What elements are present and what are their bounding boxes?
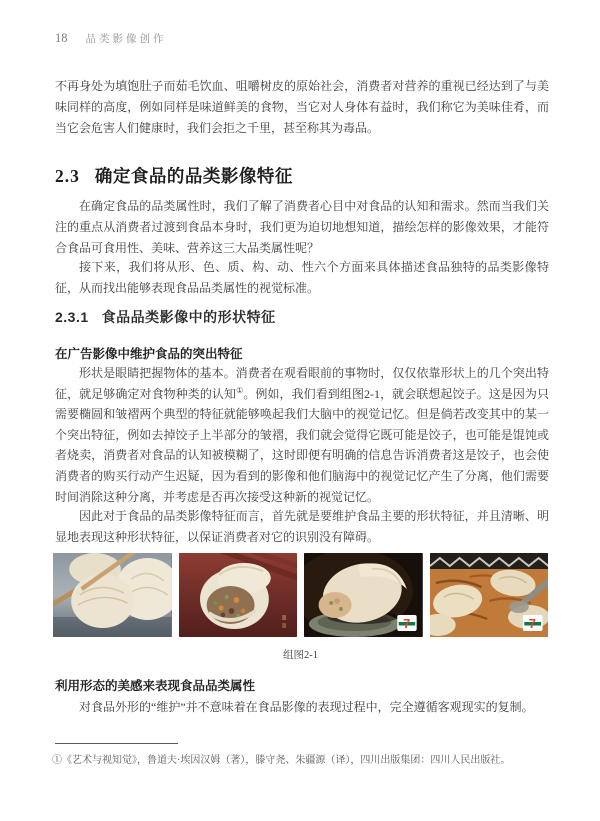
shape-paragraph-1 [55,363,549,507]
footnote-text: 《艺术与视知觉》，鲁道夫·埃因汉姆（著），滕守尧、朱疆源（译），四川出版集团：四川人民出版社。 [62,755,511,766]
watermark-mark [282,615,286,620]
form-paragraph-1: 对食品外形的“维护”并不意味着在食品影像的表现过程中，完全遵循客观现实的复制。 [79,700,534,714]
section-title: 确定食品的品类影像特征 [94,166,293,186]
seven-eleven-logo [397,615,416,631]
paragraph-text: 。例如，我们看到组图2-1，就会联想起饺子。这是因为只需要椭圆和皱褶两个典型的特征就能够唤起我们大脑中的视觉记忆。但是倘若改变其中的某一个突出特征，例如去掉饺子上半部分的皱褶，我们就会觉得它既可能是饺子，也可能是馄饨或者烧卖，消费者对食品的认知被模糊了，这时即便有明确的信息告诉消费者这是饺子，也会使消费者的购买行动产生迟疑，因为看到的影像和他们脑海中的视觉记忆产生了分离，他们需要时间消除这种分离，并考虑是否再次接受这种新的视觉记忆。 [55,386,549,504]
dumplings-chopsticks-illustration [53,553,172,637]
figure-photo-dumpling-cross-section [179,553,298,637]
page-header [55,31,167,46]
section-heading [55,163,293,188]
running-title: 品类影像创作 [85,34,167,45]
figure-caption: 组图2-1 [283,650,318,661]
figure-photo-dumpling-on-spoon [304,553,423,637]
paragraph-text: 形状是眼睛把握物体的基本。消费者在观看眼前的事物时，仅仅依靠形状上的几个突出特征，就足够确定对食物种类的认知 [55,366,549,401]
subsection-heading [55,307,276,327]
footnote-divider [55,743,178,744]
dumpling-filling-illustration [179,553,298,637]
section-paragraph-2: 接下来，我们将从形、色、质、构、动、性六个方面来具体描述食品独特的品类影像特征，从而找出能够表现食品品类属性的视觉标准。 [55,260,549,295]
bold-subheading-maintain-features: 在广告影像中维护食品的突出特征 [55,347,243,361]
section-number: 2.3 [55,166,80,186]
figure-image-strip [53,553,548,637]
watermark-mark [282,623,286,628]
bold-subheading-form-aesthetics: 利用形态的美感来表现食品品类属性 [55,679,256,693]
intro-paragraph: 不再身处为填饱肚子而茹毛饮血、咀嚼树皮的原始社会，消费者对营养的重视已经达到了与美味同样的高度，例如同样是味道鲜美的食物，当它对人身体有益时，我们称它为美味佳肴，而当它会危害人们健康时，我们会拒之千里，甚至称其为毒品。 [55,79,549,135]
figure-photo-dumplings-with-chopsticks [53,553,172,637]
seven-eleven-logo [522,615,542,631]
footnote-marker: ① [52,755,62,766]
svg-text:7: 7 [403,615,411,632]
page-number: 18 [55,31,68,45]
dumpling-spoon-illustration [304,553,423,637]
dumpling-filling [319,592,352,618]
subsection-title: 食品品类影像中的形状特征 [101,309,276,325]
subsection-number: 2.3.1 [55,309,89,325]
footnote [52,753,527,768]
svg-text:7: 7 [528,615,536,632]
footnote-reference-mark: ① [236,385,244,395]
figure-photo-dumplings-in-bowl [430,553,549,637]
section-paragraph-1: 在确定食品的品类属性时，我们了解了消费者心目中对食品的认知和需求。然而当我们关注的重点从消费者过渡到食品本身时，我们更为迫切地想知道，描绘怎样的影像效果，才能符合食品可食用性、美味、营养这三大品类属性呢？ [55,199,549,255]
dumplings-bowl-illustration [430,553,549,637]
shape-paragraph-2: 因此对于食品的品类影像特征而言，首先就是要维护食品主要的形状特征，并且清晰、明显地表现这种形状特征，以保证消费者对它的识别没有障碍。 [55,509,549,544]
